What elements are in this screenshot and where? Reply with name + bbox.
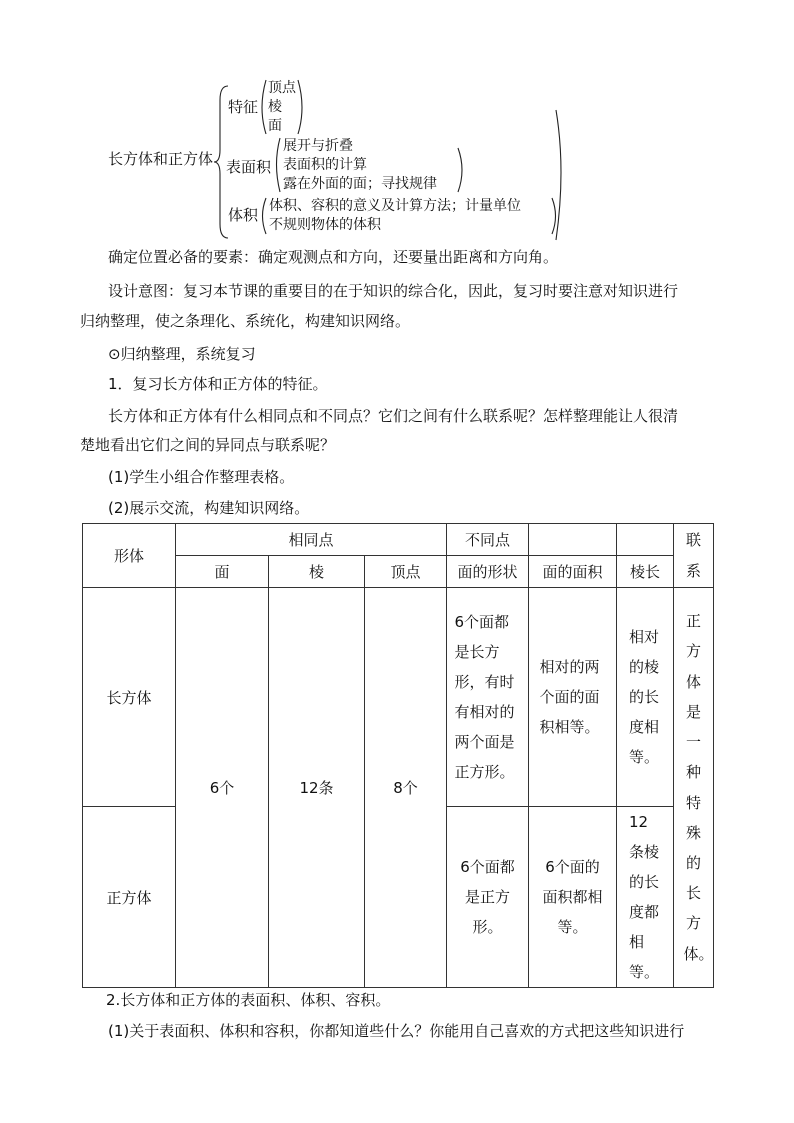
design-intent-line1: 设计意图：复习本节课的重要目的在于知识的综合化，因此，复习时要注意对知识进行 [108,282,679,300]
tree-surface-item: 表面积的计算 [283,157,367,173]
tree-volume-item: 体积、容积的意义及计算方法；计量单位 [269,198,521,214]
cube-face-shape-cell [447,807,529,988]
cube-face-area-cell [529,807,617,988]
tree-brackets [0,0,794,260]
header-face-area: 面的面积 [529,556,617,588]
step2-text: (2)展示交流，构建知识网络。 [108,499,310,517]
tree-surface-label: 表面积 [226,158,272,176]
section-heading: ⊙归纳整理，系统复习 [108,345,256,363]
question-line2: 楚地看出它们之间的异同点与联系呢？ [80,436,336,454]
tree-volume-item: 不规则物体的体积 [269,217,381,233]
row-cuboid-label: 长方体 [83,588,176,807]
tree-features-label: 特征 [228,98,259,116]
tree-surface-item: 展开与折叠 [283,138,353,154]
header-relation-text: 联系 [685,531,701,580]
cuboid-face-shape: 6个面都是长方形，有时有相对的两个面是正方形。 [454,613,515,781]
cube-edge-length: 12条棱的长度都相等。 [629,813,660,981]
comparison-table [82,523,714,988]
header-face-shape: 面的形状 [447,556,529,588]
tree-surface-item: 露在外面的面；寻找规律 [283,176,437,192]
row-cube-label: 正方体 [83,807,176,988]
header-diff: 不同点 [447,524,529,556]
header-same: 相同点 [176,524,447,556]
header-vertex: 顶点 [365,556,447,588]
header-shape: 形体 [83,524,176,588]
tree-features-item: 顶点 [268,80,296,96]
cuboid-face-shape-cell [447,588,529,807]
header-edge-length: 棱长 [617,556,674,588]
edge-count: 12条 [269,588,365,988]
question-line1: 长方体和正方体有什么相同点和不同点？它们之间有什么联系呢？怎样整理能让人很清 [108,407,679,425]
position-elements-text: 确定位置必备的要素：确定观测点和方向，还要量出距离和方向角。 [108,248,559,266]
header-face: 面 [176,556,269,588]
face-count: 6个 [176,588,269,988]
cube-face-shape: 6个面都是正方形。 [460,858,515,936]
relation-cell [674,588,714,988]
item2-text: 2.长方体和正方体的表面积、体积、容积。 [106,991,391,1009]
tree-root: 长方体和正方体 [108,150,214,168]
cube-face-area: 6个面的面积都相等。 [542,858,603,936]
relation-text: 正方体是一种特殊的长方体。 [683,612,714,963]
cuboid-face-area: 相对的两个面的面积相等。 [539,658,600,736]
header-relation [674,524,714,588]
tree-features-item: 面 [268,118,282,134]
cuboid-face-area-cell [529,588,617,807]
step1-text: (1)学生小组合作整理表格。 [108,468,295,486]
design-intent-line2: 归纳整理，使之条理化、系统化，构建知识网络。 [80,312,411,330]
tree-volume-label: 体积 [228,206,259,224]
step3-text: (1)关于表面积、体积和容积，你都知道些什么？你能用自己喜欢的方式把这些知识进行 [108,1022,685,1040]
cuboid-edge-length-cell [617,588,674,807]
cube-edge-length-cell [617,807,674,988]
item1-text: 1．复习长方体和正方体的特征。 [108,375,328,393]
header-edge: 棱 [269,556,365,588]
vertex-count: 8个 [365,588,447,988]
tree-features-item: 棱 [268,99,282,115]
cuboid-edge-length: 相对的棱的长度相等。 [629,628,660,766]
